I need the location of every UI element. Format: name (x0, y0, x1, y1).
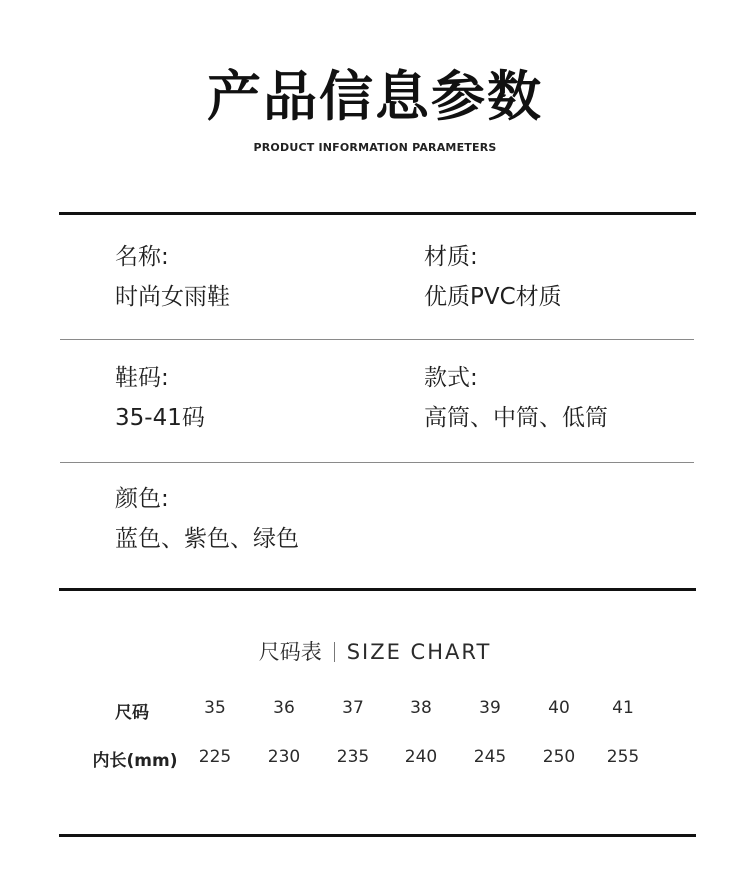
size-cell: 38 (410, 698, 432, 718)
length-cell: 255 (606, 747, 640, 767)
length-cell: 225 (198, 747, 232, 767)
color-label: 颜色: (115, 486, 169, 512)
size-cell: 37 (342, 698, 364, 718)
row-divider-1 (60, 339, 694, 340)
material-label: 材质: (424, 244, 478, 270)
shoe-size-label: 鞋码: (115, 365, 169, 391)
style-label: 款式: (424, 365, 478, 391)
shoe-size-field (115, 363, 205, 433)
size-cell: 35 (204, 698, 226, 718)
size-cell: 40 (548, 698, 570, 718)
length-row-header: 内长(mm) (92, 751, 178, 771)
shoe-size-value: 35-41码 (115, 405, 205, 431)
length-cell: 235 (336, 747, 370, 767)
size-cell: 36 (273, 698, 295, 718)
size-cell: 41 (612, 698, 634, 718)
length-cell: 240 (404, 747, 438, 767)
size-chart-heading (0, 636, 750, 666)
bottom-divider (59, 834, 696, 837)
page-subtitle: PRODUCT INFORMATION PARAMETERS (253, 141, 497, 154)
material-field (424, 242, 562, 312)
size-chart-title-cn: 尺码表 (258, 640, 322, 664)
middle-divider (59, 588, 696, 591)
color-field (115, 484, 299, 554)
page-title: 产品信息参数 (207, 65, 543, 128)
length-cell: 245 (473, 747, 507, 767)
name-field (115, 242, 230, 312)
color-value: 蓝色、紫色、绿色 (115, 526, 299, 552)
length-cell: 250 (542, 747, 576, 767)
name-label: 名称: (115, 244, 169, 270)
heading-separator (334, 642, 335, 662)
top-divider (59, 212, 696, 215)
length-cell: 230 (267, 747, 301, 767)
name-value: 时尚女雨鞋 (115, 284, 230, 310)
size-row-header: 尺码 (115, 703, 149, 723)
size-cell: 39 (479, 698, 501, 718)
style-value: 高筒、中筒、低筒 (424, 405, 608, 431)
row-divider-2 (60, 462, 694, 463)
style-field (424, 363, 608, 433)
size-chart-title-en: SIZE CHART (346, 640, 492, 664)
material-value: 优质PVC材质 (424, 284, 562, 310)
